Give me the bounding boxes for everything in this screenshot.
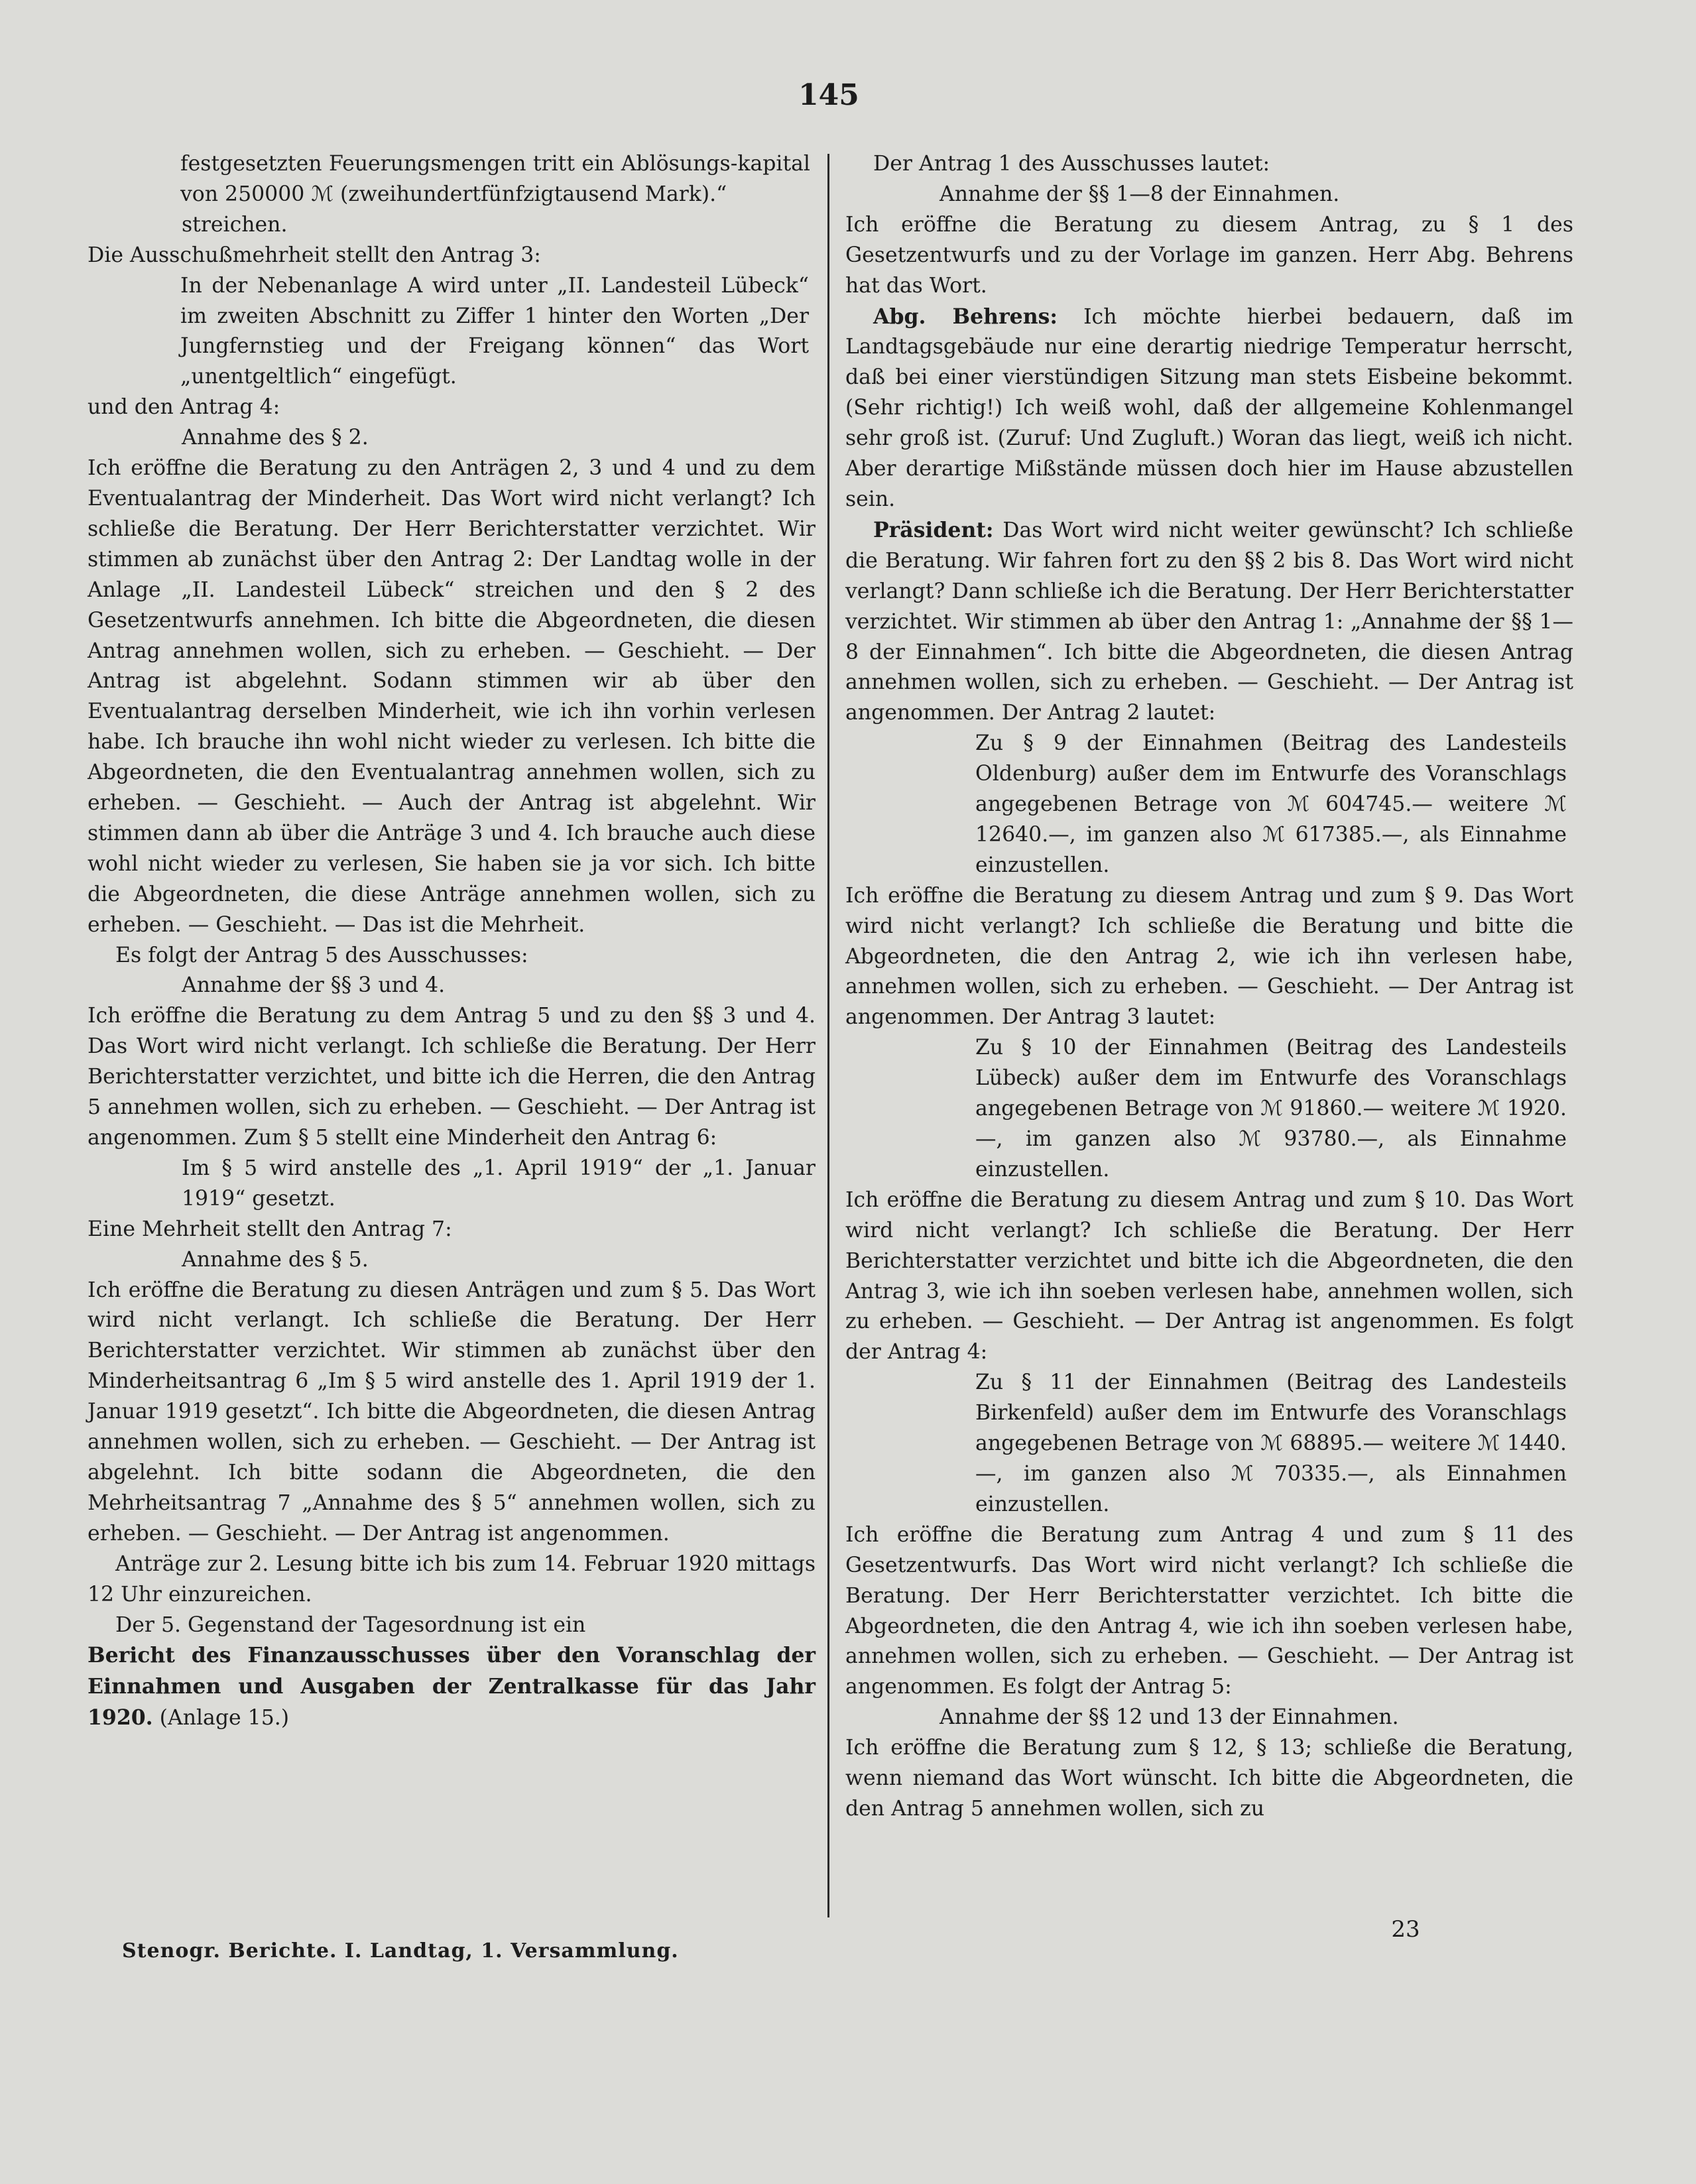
speaker-name: Abg. Behrens: — [873, 304, 1058, 329]
quoted-motion: Im § 5 wird anstelle des „1. April 1919“ der „1. Januar 1919“ gesetzt. — [182, 1156, 816, 1211]
paragraph: Der Antrag 1 des Ausschusses lautet: — [873, 152, 1270, 176]
paragraph: Ich eröffne die Beratung zu diesem Antrag und zum § 9. Das Wort wird nicht verlangt? Ich schließe die Beratung und bitte die Abgeordneten, die den Antrag 2, wie ich ihn verlesen habe, annehmen wollen, sich zu erheben. — Geschieht. — Der Antrag ist angenommen. Der Antrag 3 lautet: — [845, 883, 1573, 1030]
paragraph: Ich eröffne die Beratung zu diesem Antrag und zum § 10. Das Wort wird nicht verlangt? Ich schließe die Beratung. Der Herr Berichterstatter verzichtet und bitte ich die Abgeordneten, die den Antrag 3, wie ich ihn soeben verlesen habe, annehmen wollen, sich zu erheben. — Geschieht. — Der Antrag ist angenommen. Es folgt der Antrag 4: — [845, 1187, 1573, 1365]
quoted-motion: Zu § 11 der Einnahmen (Beitrag des Landesteils Birkenfeld) außer dem im Entwurfe des Voranschlags angegebenen Betrage von ℳ 68895.— weitere ℳ 1440.—, im ganzen also ℳ 70335.—, als Einnahmen einzustellen. — [975, 1370, 1567, 1516]
quoted-motion: In der Nebenanlage A wird unter „II. Landesteil Lübeck“ im zweiten Abschnitt zu Ziffer 1 hinter den Worten „Der Jungfernstieg und der Freigang können“ das Wort „unentgeltlich“ eingefügt. — [180, 273, 809, 389]
attachment-ref: (Anlage 15.) — [159, 1706, 290, 1730]
speech-text: Ich möchte hierbei bedauern, daß im Landtagsgebäude nur eine derartig niedrige Temperatur herrscht, daß bei einer vierstündigen Sitzung man stets Eisbeine bekommt. (Sehr richtig!) Ich weiß wohl, daß der allgemeine Kohlenmangel sehr groß ist. (Zuruf: Und Zugluft.) Woran das liegt, weiß ich nicht. Aber derartige Mißstände müssen doch hier im Hause abzustellen sein. — [845, 304, 1573, 511]
paragraph: Ich eröffne die Beratung zu diesem Antrag, zu § 1 des Gesetzentwurfs und zu der Vorlage im ganzen. Herr Abg. Behrens hat das Wort. — [845, 212, 1573, 298]
paragraph: Eine Mehrheit stellt den Antrag 7: — [88, 1217, 452, 1241]
paragraph: Anträge zur 2. Lesung bitte ich bis zum 14. Februar 1920 mittags 12 Uhr einzureichen. — [88, 1551, 816, 1607]
paragraph: Ich eröffne die Beratung zum § 12, § 13; schließe die Beratung, wenn niemand das Wort wünscht. Ich bitte die Abgeordneten, die den Antrag 5 annehmen wollen, sich zu — [845, 1736, 1573, 1821]
speech — [845, 302, 1573, 515]
paragraph: und den Antrag 4: — [88, 395, 280, 420]
speech-text: Das Wort wird nicht weiter gewünscht? Ich schließe die Beratung. Wir fahren fort zu den §§ 2 bis 8. Das Wort wird nicht verlangt? Dann schließe ich die Beratung. Der Herr Berichterstatter verzichtet. Wir stimmen ab über den Antrag 1: „Annahme der §§ 1—8 der Einnahmen“. Ich bitte die Abgeordneten, die diesen Antrag annehmen wollen, sich zu erheben. — Geschieht. — Der Antrag ist angenommen. Der Antrag 2 lautet: — [845, 518, 1573, 725]
paragraph: Ich eröffne die Beratung zum Antrag 4 und zum § 11 des Gesetzentwurfs. Das Wort wird nicht verlangt? Ich schließe die Beratung. Der Herr Berichterstatter verzichtet. Ich bitte die Abgeordneten, die den Antrag 4, wie ich ihn soeben verlesen habe, annehmen wollen, sich zu erheben. — Geschieht. — Der Antrag ist angenommen. Es folgt der Antrag 5: — [845, 1522, 1573, 1699]
paragraph: Die Ausschußmehrheit stellt den Antrag 3: — [88, 243, 541, 267]
page-footer: Stenogr. Berichte. I. Landtag, 1. Versammlung. — [122, 1939, 679, 1963]
speaker-name: Präsident: — [873, 517, 994, 542]
paragraph: streichen. — [182, 212, 288, 237]
paragraph: Der 5. Gegenstand der Tagesordnung ist ein — [115, 1612, 586, 1637]
paragraph: Es folgt der Antrag 5 des Ausschusses: — [115, 943, 528, 967]
page-number: 145 — [798, 78, 859, 112]
quoted-motion: Annahme der §§ 3 und 4. — [182, 973, 446, 998]
speech — [845, 515, 1573, 729]
quoted-motion: Zu § 9 der Einnahmen (Beitrag des Landesteils Oldenburg) außer dem im Entwurfe des Voranschlags angegebenen Betrage von ℳ 604745.— weitere ℳ 12640.—, im ganzen also ℳ 617385.—, als Einnahme einzustellen. — [975, 731, 1567, 877]
paragraph: Ich eröffne die Beratung zu den Anträgen 2, 3 und 4 und zu dem Eventualantrag der Minderheit. Das Wort wird nicht verlangt? Ich schließe die Beratung. Der Herr Berichterstatter verzichtet. Wir stimmen ab zunächst über den Antrag 2: Der Landtag wolle in der Anlage „II. Landesteil Lübeck“ streichen und den § 2 des Gesetzentwurfs annehmen. Ich bitte die Abgeordneten, die diesen Antrag annehmen wollen, sich zu erheben. — Geschieht. — Der Antrag ist abgelehnt. Sodann stimmen wir ab über den Eventualantrag derselben Minderheit, wie ich ihn vorhin verlesen habe. Ich brauche ihn wohl nicht wieder zu verlesen. Ich bitte die Abgeordneten, die den Eventualantrag annehmen wollen, sich zu erheben. — Geschieht. — Auch der Antrag ist abgelehnt. Wir stimmen dann ab über die Anträge 3 und 4. Ich brauche auch diese wohl nicht wieder zu verlesen, Sie haben sie ja vor sich. Ich bitte die Abgeordneten, die diese Anträge annehmen wollen, sich zu erheben. — Geschieht. — Das ist die Mehrheit. — [88, 456, 816, 937]
quoted-motion: Annahme der §§ 12 und 13 der Einnahmen. — [939, 1705, 1399, 1730]
paragraph: festgesetzten Feuerungsmengen tritt ein Ablösungs-kapital von 250000 ℳ (zweihundertfünfzigtausend Mark).“ — [180, 152, 810, 206]
sheet-signature: 23 — [1391, 1916, 1420, 1943]
quoted-motion: Annahme des § 5. — [182, 1247, 369, 1272]
paragraph: Ich eröffne die Beratung zu diesen Anträgen und zum § 5. Das Wort wird nicht verlangt. Ich schließe die Beratung. Der Herr Berichterstatter verzichtet. Wir stimmen ab zunächst über den Minderheitsantrag 6 „Im § 5 wird anstelle des 1. April 1919 der 1. Januar 1919 gesetzt“. Ich bitte die Abgeordneten, die diesen Antrag annehmen wollen, sich zu erheben. — Geschieht. — Der Antrag ist abgelehnt. Ich bitte sodann die Abgeordneten, die den Mehrheitsantrag 7 „Annahme des § 5“ annehmen wollen, sich zu erheben. — Geschieht. — Der Antrag ist angenommen. — [88, 1278, 816, 1546]
left-column — [88, 149, 816, 1734]
quoted-motion: Annahme der §§ 1—8 der Einnahmen. — [939, 182, 1340, 206]
paragraph: Ich eröffne die Beratung zu dem Antrag 5 und zu den §§ 3 und 4. Das Wort wird nicht verlangt. Ich schließe die Beratung. Der Herr Berichterstatter verzichtet, und bitte ich die Herren, die den Antrag 5 annehmen wollen, sich zu erheben. — Geschieht. — Der Antrag ist angenommen. Zum § 5 stellt eine Minderheit den Antrag 6: — [88, 1004, 816, 1150]
quoted-motion: Annahme des § 2. — [182, 426, 369, 450]
right-column — [845, 149, 1573, 1825]
agenda-item — [88, 1640, 816, 1734]
quoted-motion: Zu § 10 der Einnahmen (Beitrag des Landesteils Lübeck) außer dem im Entwurfe des Voranschlags angegebenen Betrage von ℳ 91860.— weitere ℳ 1920.—, im ganzen also ℳ 93780.—, als Einnahme einzustellen. — [975, 1036, 1567, 1182]
column-rule — [827, 154, 829, 1917]
agenda-title: Bericht des Finanzausschusses über den Voranschlag der Einnahmen und Ausgaben der Zentralkasse für das Jahr 1920. — [88, 1643, 816, 1730]
